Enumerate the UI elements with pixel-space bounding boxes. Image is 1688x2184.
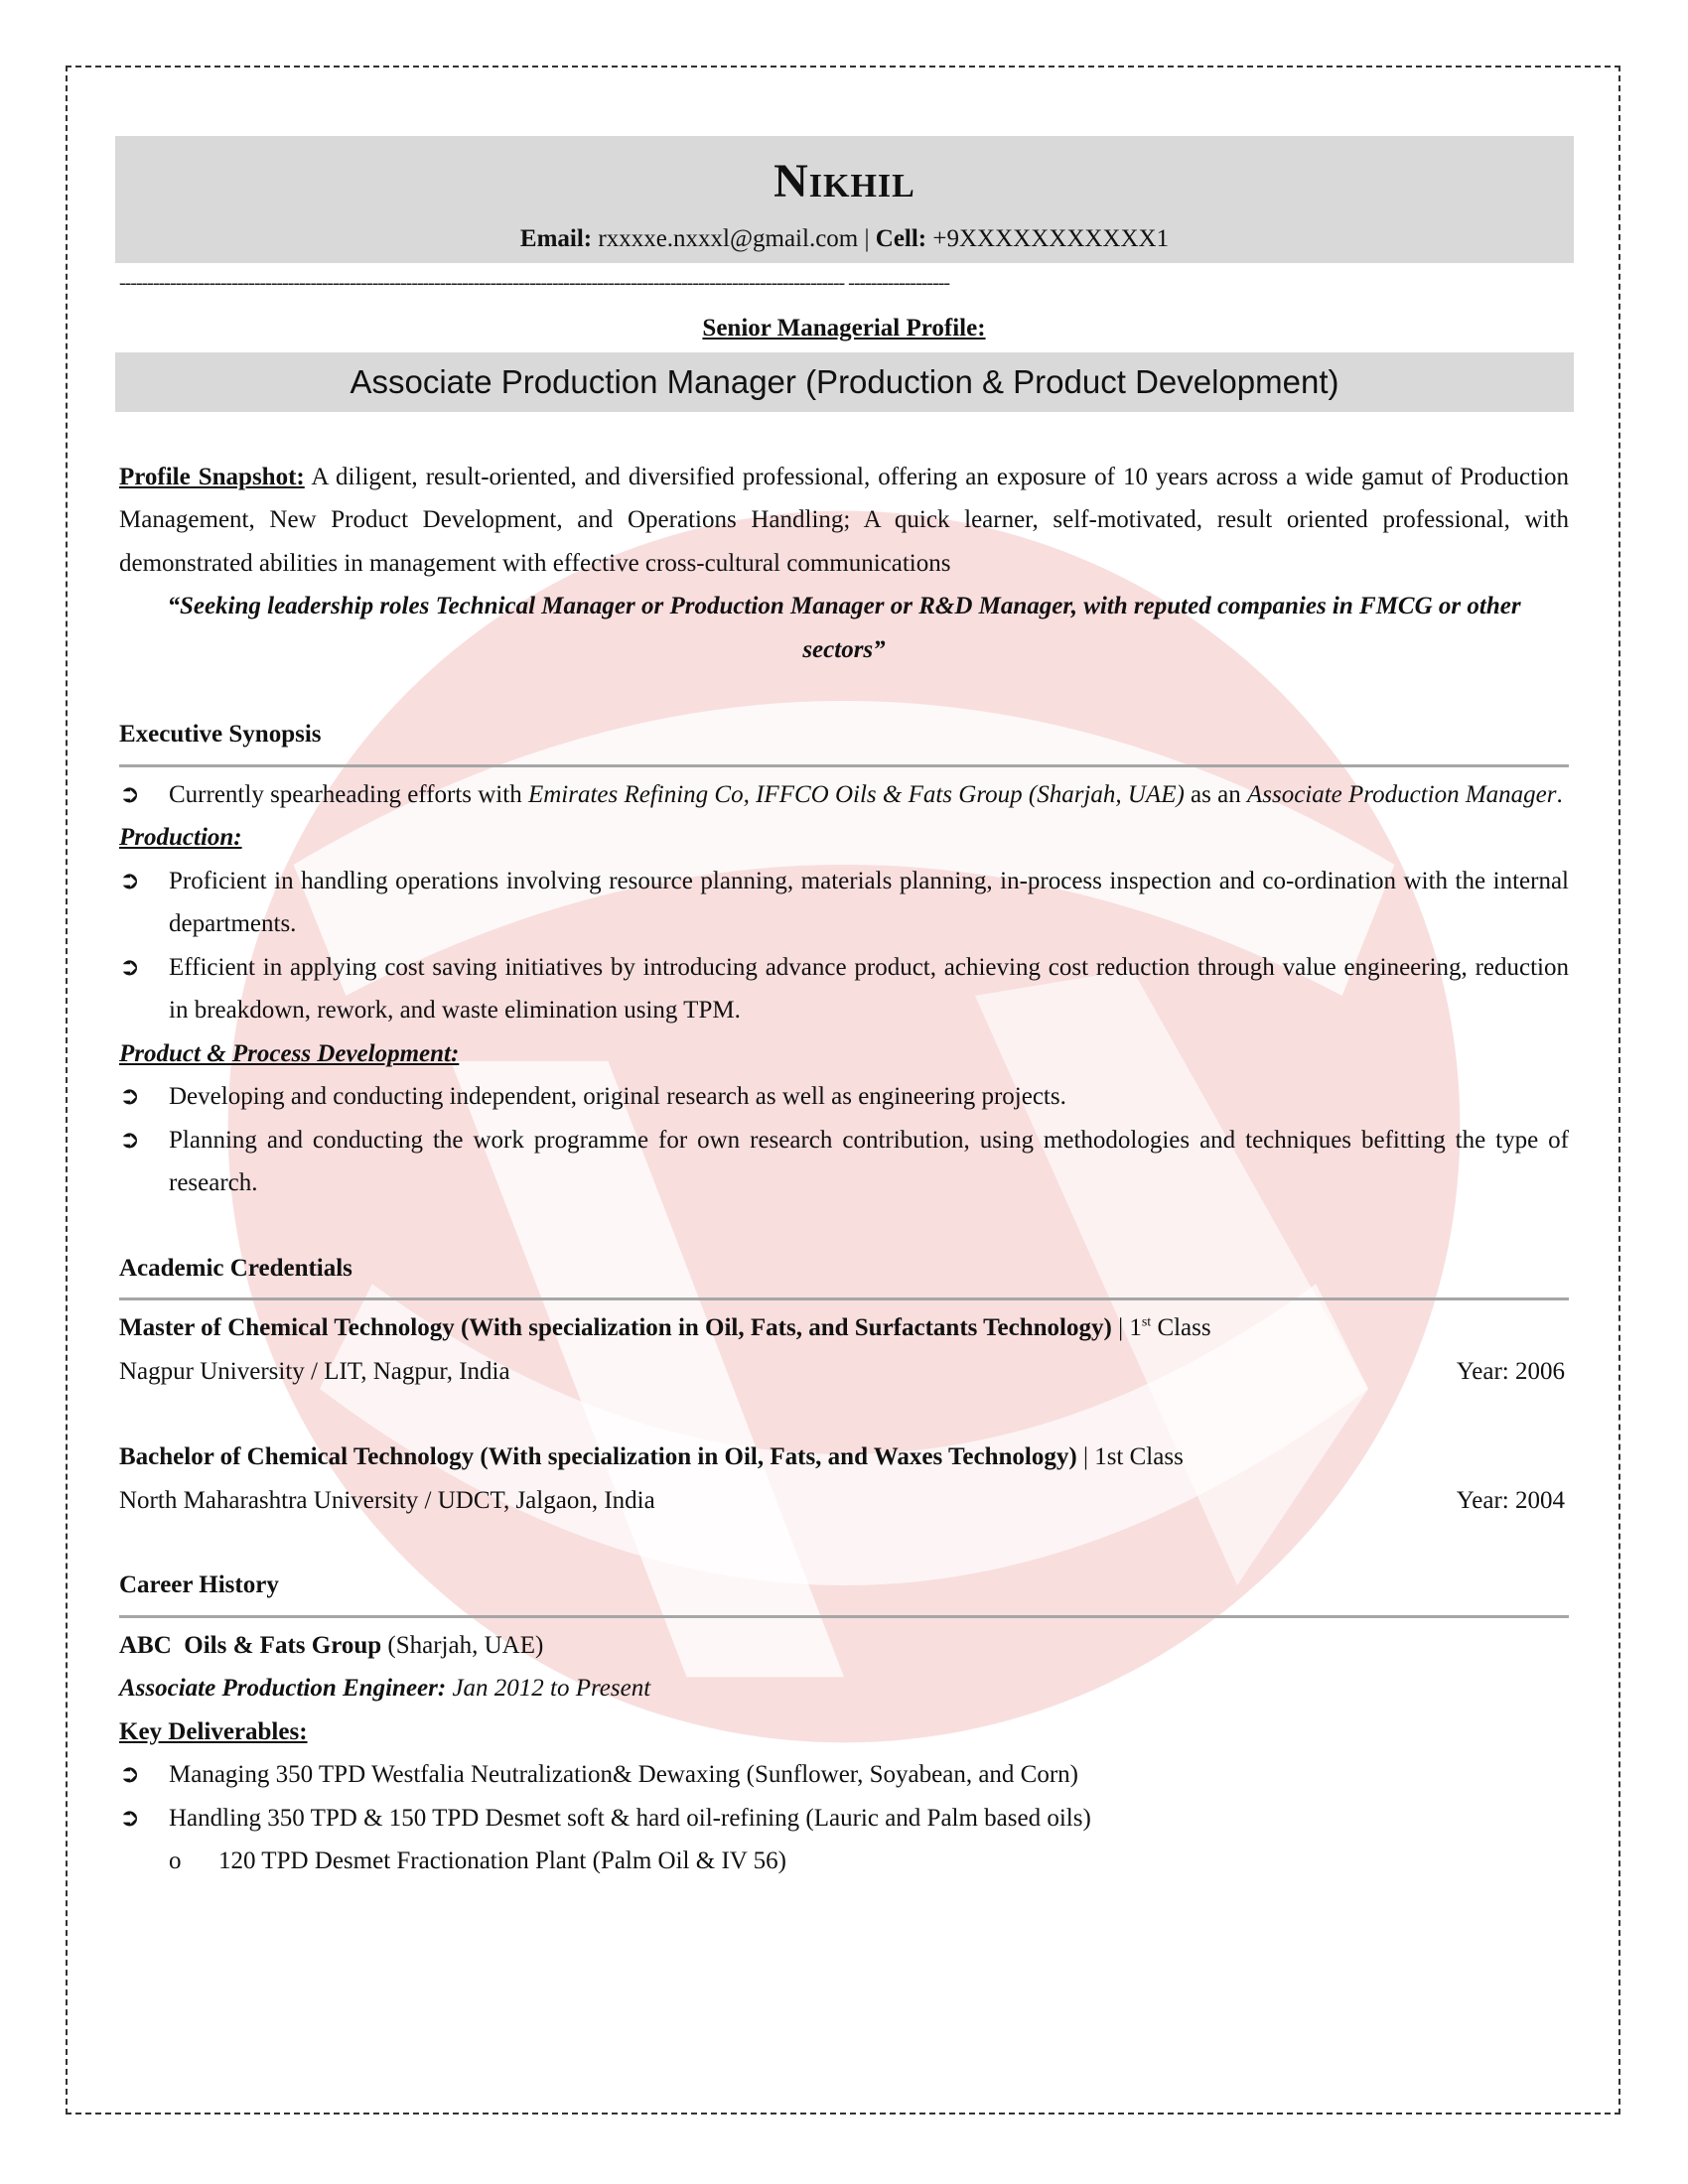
arrow-bullet-icon: ➲ <box>119 953 140 981</box>
company-text: Emirates Refining Co, IFFCO Oils & Fats Group (Sharjah, UAE) <box>527 780 1185 808</box>
arrow-bullet-icon: ➲ <box>119 1083 140 1110</box>
contact-line <box>115 221 1574 257</box>
company-location: (Sharjah, UAE) <box>381 1631 544 1659</box>
candidate-name: Nikhil <box>774 155 915 207</box>
list-item <box>119 1119 1569 1205</box>
text: Developing and conducting independent, original research as well as engineering projects. <box>169 1083 1066 1110</box>
snapshot-text: A diligent, result-oriented, and diversified professional, offering an exposure of 10 years across a wide gamut of Production Management, New Product Development, and Operations Handling; A quick learner, self-motivated, result oriented professional, with demonstrated abilities in management with effective cross-cultural communications <box>119 463 1569 577</box>
text: Handling 350 TPD & 150 TPD Desmet soft & hard oil-refining (Lauric and Palm based oils) <box>169 1804 1091 1832</box>
section-rule <box>119 764 1569 767</box>
dashed-divider: --------------------------------------------------------------------------------------------------------------------------------- ------------------ <box>119 272 950 294</box>
arrow-bullet-icon: ➲ <box>119 1804 140 1832</box>
list-item <box>119 1075 1569 1119</box>
objective-quote: “Seeking leadership roles Technical Manager or Production Manager or R&D Manager, with reputed companies in FMCG or other sectors” <box>167 593 1521 663</box>
company-name: ABC Oils & Fats Group <box>119 1631 382 1659</box>
text: Efficient in applying cost saving initiatives by introducing advance product, achieving cost reduction through value engineering, reduction in breakdown, rework, and waste elimination using TPM. <box>169 953 1569 1024</box>
cell-value: +9XXXXXXXXXXX1 <box>932 225 1170 252</box>
circle-bullet-icon: o <box>169 1847 182 1874</box>
role-title: Associate Production Manager (Production & Product Development) <box>115 352 1574 412</box>
degree-entry <box>119 1435 1569 1522</box>
list-item <box>119 773 1569 817</box>
job-title: Associate Production Engineer: <box>119 1675 447 1702</box>
list-item <box>119 1797 1569 1841</box>
list-item <box>119 860 1569 946</box>
job-period: Jan 2012 to Present <box>446 1675 651 1702</box>
class-text: 1 <box>1129 1314 1142 1341</box>
profile-heading: Senior Managerial Profile: <box>702 315 986 341</box>
text: Planning and conducting the work programme for own research contribution, using methodologies and techniques befitting the type of research. <box>169 1126 1569 1196</box>
section-rule <box>119 1297 1569 1300</box>
class-text: 1st Class <box>1094 1443 1184 1470</box>
sub-list-item <box>119 1840 1569 1883</box>
class-sup: st <box>1141 1314 1152 1330</box>
section-heading-synopsis: Executive Synopsis <box>119 721 322 748</box>
degree-title: Bachelor of Chemical Technology (With specialization in Oil, Fats, and Waxes Technology) <box>119 1443 1077 1470</box>
section-rule <box>119 1615 1569 1618</box>
text: 120 TPD Desmet Fractionation Plant (Palm Oil & IV 56) <box>218 1847 786 1874</box>
list-item <box>119 946 1569 1032</box>
degree-title: Master of Chemical Technology (With specialization in Oil, Fats, and Surfactants Technology) <box>119 1314 1112 1341</box>
snapshot-label: Profile Snapshot: <box>119 463 305 490</box>
cell-label: Cell: <box>875 225 927 252</box>
school: North Maharashtra University / UDCT, Jalgaon, India <box>119 1486 655 1514</box>
text: Currently spearheading efforts with <box>169 780 528 808</box>
degree-entry <box>119 1306 1569 1393</box>
list-item <box>119 1753 1569 1797</box>
separator: | <box>1111 1314 1130 1341</box>
resume <box>119 136 1569 1883</box>
subheading-production: Production: <box>119 824 242 851</box>
class-text: Class <box>1151 1314 1211 1341</box>
year: Year: 2004 <box>1456 1486 1565 1514</box>
text: Managing 350 TPD Westfalia Neutralization& Dewaxing (Sunflower, Soyabean, and Corn) <box>169 1761 1078 1788</box>
arrow-bullet-icon: ➲ <box>119 1761 140 1788</box>
section-heading-academics: Academic Credentials <box>119 1254 352 1282</box>
text: as an <box>1184 780 1247 808</box>
role-text: Associate Production Manager <box>1246 780 1557 808</box>
separator: | <box>864 225 870 252</box>
email-value: rxxxxe.nxxxl@gmail.com <box>598 225 859 252</box>
school: Nagpur University / LIT, Nagpur, India <box>119 1357 510 1385</box>
arrow-bullet-icon: ➲ <box>119 780 140 808</box>
email-label: Email: <box>519 225 593 252</box>
header-box <box>115 136 1574 263</box>
section-heading-career: Career History <box>119 1571 279 1598</box>
profile-snapshot <box>119 456 1569 586</box>
text: Proficient in handling operations involving resource planning, materials planning, in-process inspection and co-ordination with the internal departments. <box>169 867 1569 937</box>
separator: | <box>1076 1443 1095 1470</box>
arrow-bullet-icon: ➲ <box>119 867 140 894</box>
arrow-bullet-icon: ➲ <box>119 1126 140 1154</box>
deliverables-heading: Key Deliverables: <box>119 1717 308 1745</box>
subheading-ppd: Product & Process Development: <box>119 1039 460 1067</box>
text: . <box>1556 780 1563 808</box>
year: Year: 2006 <box>1456 1357 1565 1385</box>
